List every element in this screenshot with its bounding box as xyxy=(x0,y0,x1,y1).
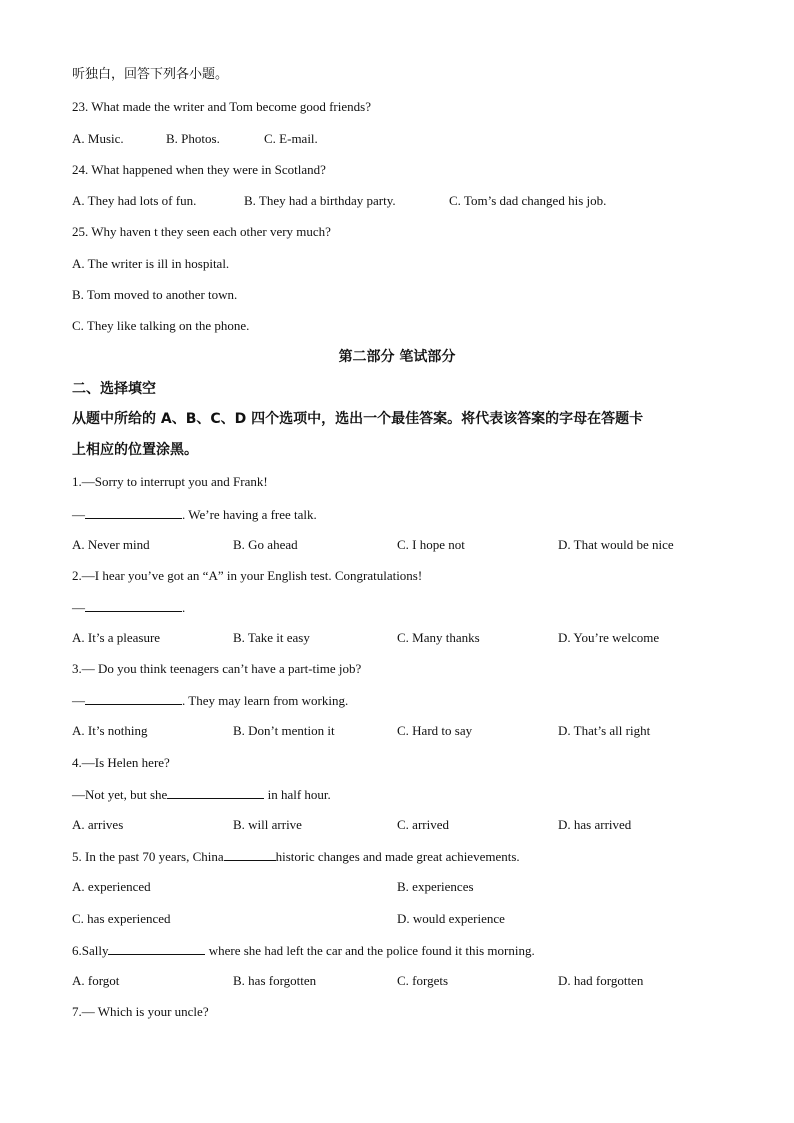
item-4-option-c: C. arrived xyxy=(397,817,449,832)
question-24-option-a: A. They had lots of fun. xyxy=(72,193,197,208)
item-5-option-c: C. has experienced xyxy=(72,911,171,926)
item-5-stem-after: historic changes and made great achievements. xyxy=(275,849,520,864)
listening-instruction: 听独白，回答下列各小题。 xyxy=(72,67,229,82)
item-1-reply xyxy=(72,506,317,523)
question-23-option-c: C. E-mail. xyxy=(264,131,318,146)
item-3-stem: 3.— Do you think teenagers can’t have a part-time job? xyxy=(72,661,362,676)
question-23-option-b: B. Photos. xyxy=(166,131,220,146)
item-1-option-d: D. That would be nice xyxy=(558,537,674,552)
item-5-answer-blank xyxy=(224,848,276,861)
question-25-option-a: A. The writer is ill in hospital. xyxy=(72,256,230,271)
item-2-option-b: B. Take it easy xyxy=(233,630,310,645)
item-5-option-d: D. would experience xyxy=(397,911,505,926)
item-2-stem: 2.—I hear you’ve got an “A” in your English test. Congratulations! xyxy=(72,568,423,583)
item-4-option-d: D. has arrived xyxy=(558,817,632,832)
item-1-answer-blank xyxy=(85,506,182,519)
question-24-option-c: C. Tom’s dad changed his job. xyxy=(449,193,607,208)
item-6-stem-after: where she had left the car and the police found it this morning. xyxy=(205,943,535,958)
part-two-title: 第二部分 笔试部分 xyxy=(338,349,456,365)
item-5-stem-before: 5. In the past 70 years, China xyxy=(72,849,224,864)
item-3-reply-prefix: — xyxy=(72,693,85,708)
item-2-answer-blank xyxy=(85,599,182,612)
item-3-option-d: D. That’s all right xyxy=(558,723,651,738)
item-6-option-d: D. had forgotten xyxy=(558,973,644,988)
item-2-reply-suffix: . xyxy=(182,600,186,615)
item-2-option-a: A. It’s a pleasure xyxy=(72,630,161,645)
section-instruction-line-2: 上相应的位置涂黑。 xyxy=(72,442,198,458)
item-6-stem-before: 6.Sally xyxy=(72,943,109,958)
item-6-option-b: B. has forgotten xyxy=(233,973,317,988)
item-1-reply-suffix: . We’re having a free talk. xyxy=(182,507,317,522)
item-3-reply xyxy=(72,692,348,709)
question-25-option-b: B. Tom moved to another town. xyxy=(72,287,238,302)
item-5-option-b: B. experiences xyxy=(397,879,474,894)
item-2-option-c: C. Many thanks xyxy=(397,630,480,645)
item-3-option-a: A. It’s nothing xyxy=(72,723,148,738)
item-6-option-c: C. forgets xyxy=(397,973,449,988)
item-1-reply-prefix: — xyxy=(72,507,85,522)
item-6-option-a: A. forgot xyxy=(72,973,120,988)
item-1-option-b: B. Go ahead xyxy=(233,537,298,552)
item-3-answer-blank xyxy=(85,692,182,705)
question-23-stem: 23. What made the writer and Tom become good friends? xyxy=(72,99,371,114)
item-4-reply-suffix: in half hour. xyxy=(264,787,331,802)
item-2-option-d: D. You’re welcome xyxy=(558,630,660,645)
question-24-option-b: B. They had a birthday party. xyxy=(244,193,396,208)
item-6-stem xyxy=(72,942,535,959)
question-24-stem: 24. What happened when they were in Scotland? xyxy=(72,162,326,177)
section-instruction-line-1: 从题中所给的 A、B、C、D 四个选项中，选出一个最佳答案。将代表该答案的字母在答题卡 xyxy=(72,411,644,427)
item-7-stem: 7.— Which is your uncle? xyxy=(72,1004,209,1019)
item-1-option-c: C. I hope not xyxy=(397,537,465,552)
question-23-option-a: A. Music. xyxy=(72,131,124,146)
section-title: 二、选择填空 xyxy=(72,381,156,397)
item-4-answer-blank xyxy=(167,786,264,799)
item-4-option-a: A. arrives xyxy=(72,817,124,832)
item-5-option-a: A. experienced xyxy=(72,879,151,894)
item-3-option-b: B. Don’t mention it xyxy=(233,723,335,738)
question-25-option-c: C. They like talking on the phone. xyxy=(72,318,250,333)
item-2-reply xyxy=(72,599,185,616)
item-4-stem: 4.—Is Helen here? xyxy=(72,755,170,770)
item-1-option-a: A. Never mind xyxy=(72,537,150,552)
item-1-stem: 1.—Sorry to interrupt you and Frank! xyxy=(72,474,268,489)
item-3-reply-suffix: . They may learn from working. xyxy=(182,693,349,708)
item-4-reply-prefix: —Not yet, but she xyxy=(72,787,168,802)
item-2-reply-prefix: — xyxy=(72,600,85,615)
item-4-reply xyxy=(72,786,331,803)
item-6-answer-blank xyxy=(108,942,205,955)
question-25-stem: 25. Why haven t they seen each other very much? xyxy=(72,224,331,239)
item-5-stem xyxy=(72,848,520,865)
item-4-option-b: B. will arrive xyxy=(233,817,302,832)
item-3-option-c: C. Hard to say xyxy=(397,723,473,738)
